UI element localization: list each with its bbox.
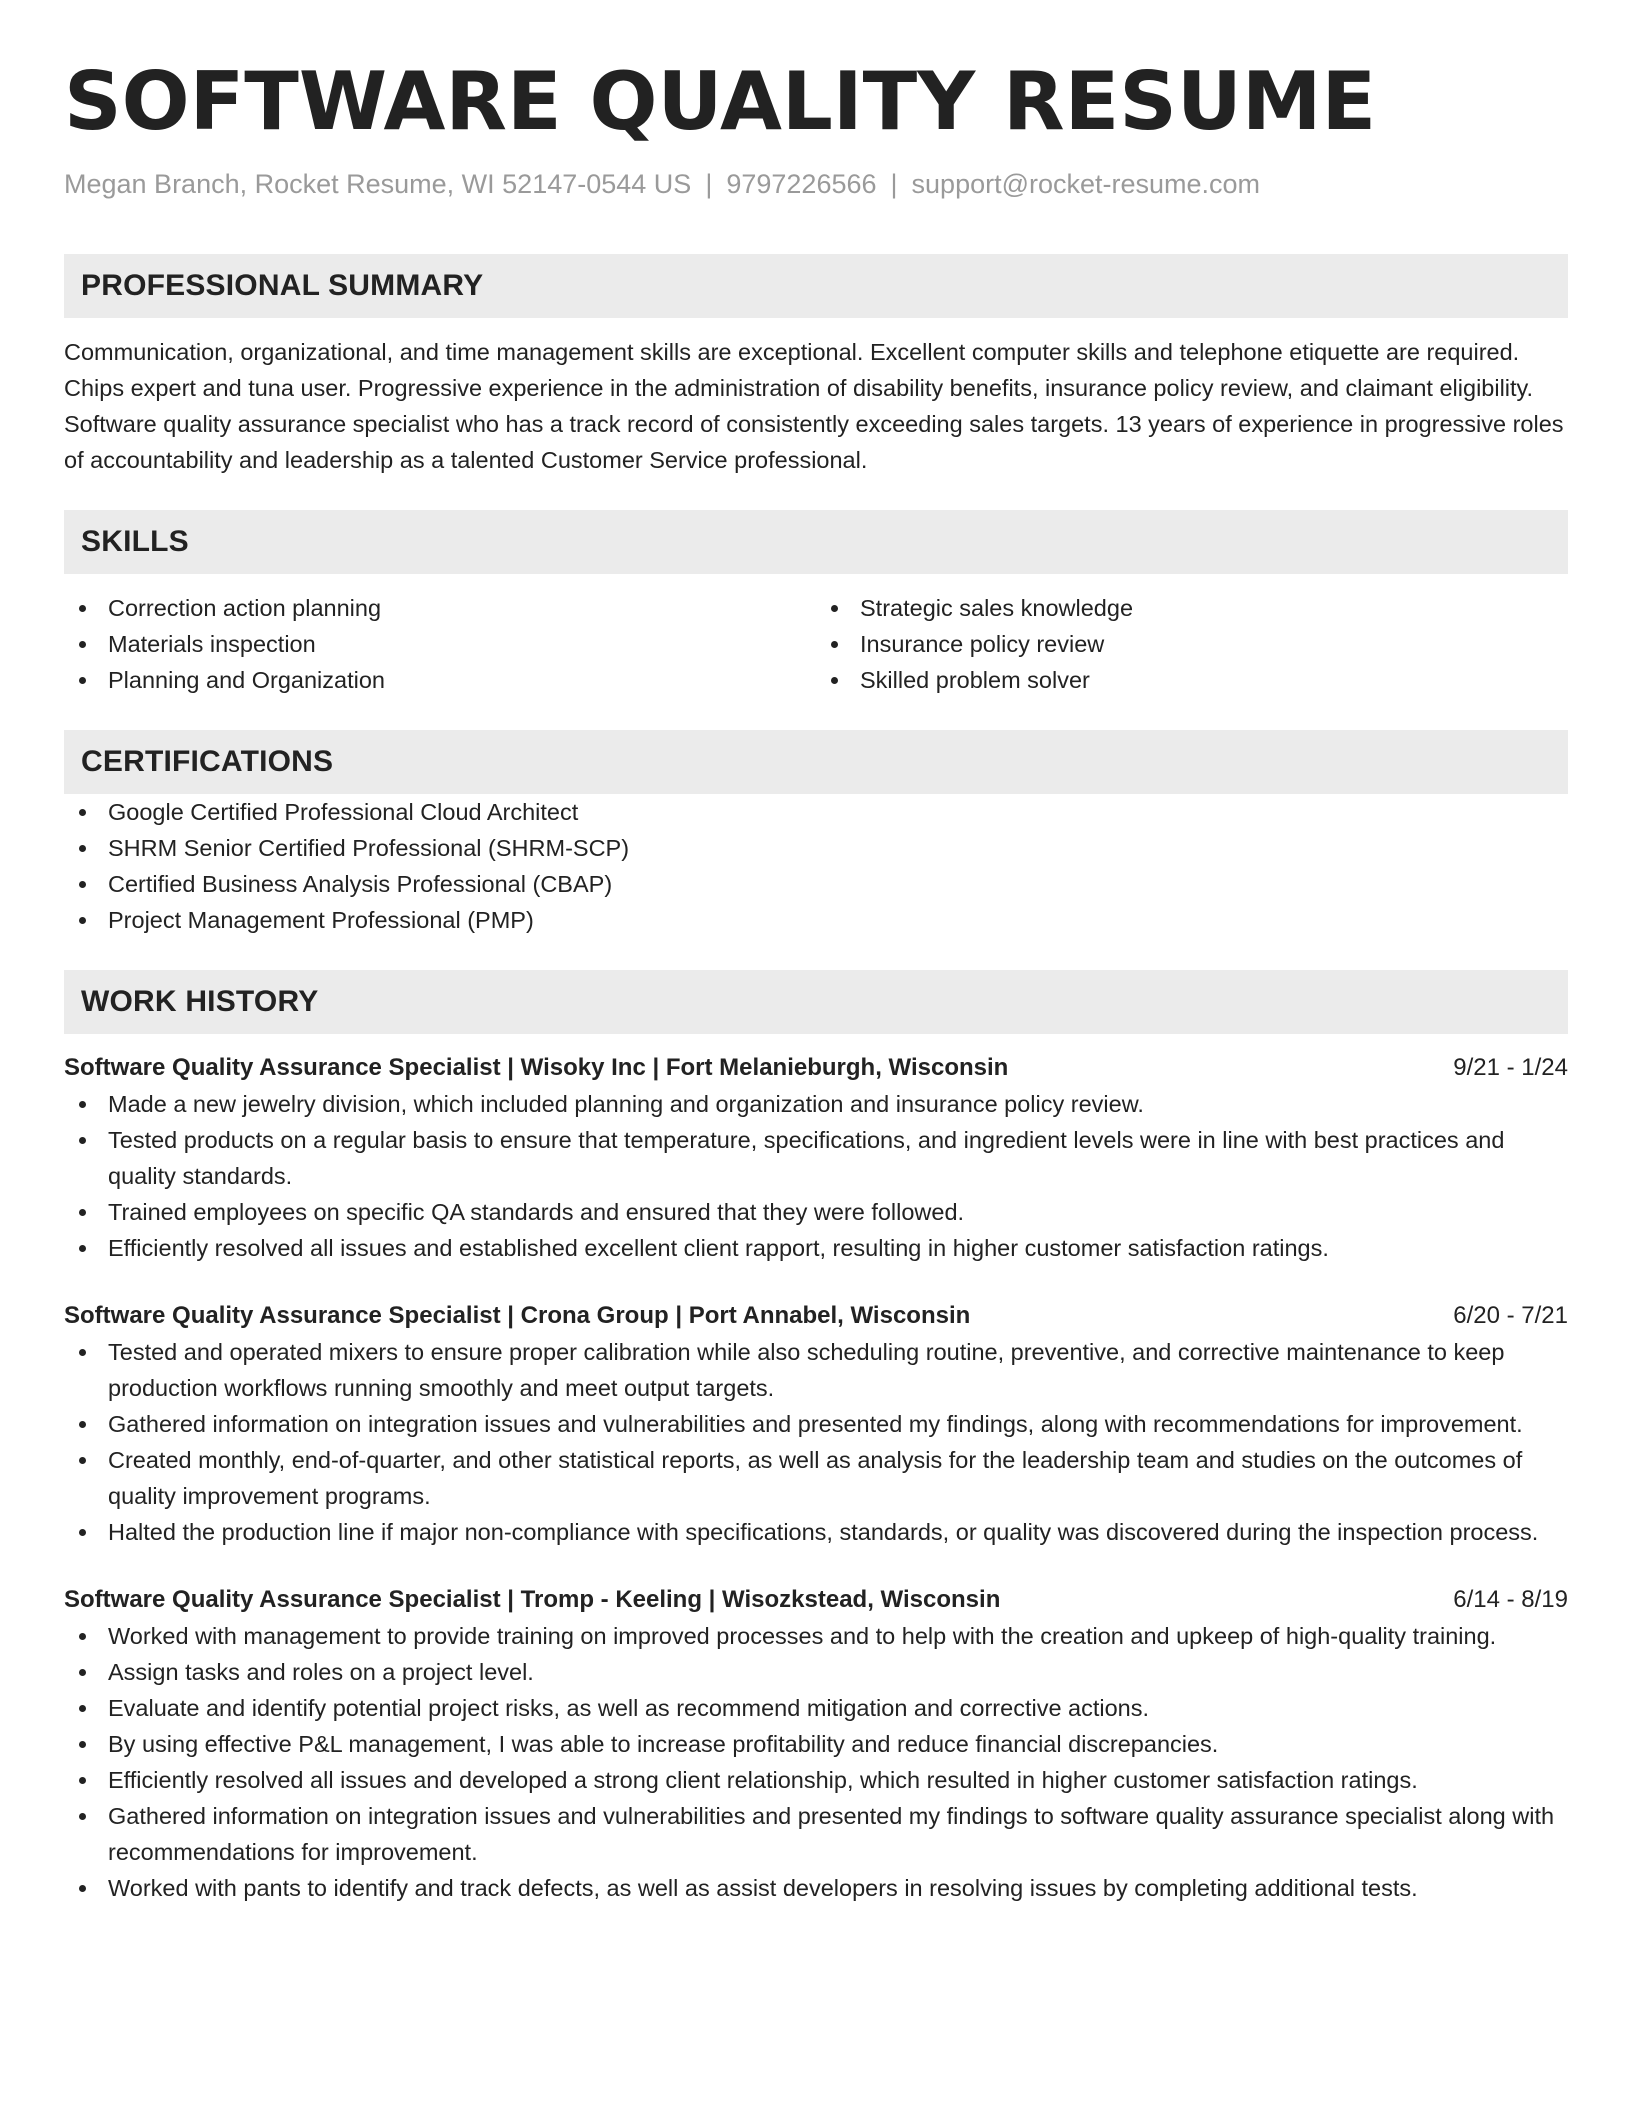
job-bullet-text: Halted the production line if major non-compliance with specifications, standards, or quality was discovered during the inspection process. (108, 1519, 1539, 1545)
skill-item (64, 662, 816, 698)
job-bullet-text: Worked with management to provide training on improved processes and to help with the creation and upkeep of high-quality training. (108, 1623, 1497, 1649)
job-entry (64, 1050, 1568, 1266)
contact-separator: | (705, 169, 713, 199)
job-entry (64, 1298, 1568, 1550)
bullet-dot (79, 1245, 86, 1252)
skill-item (816, 590, 1568, 626)
bullet-dot (79, 917, 86, 924)
job-bullet (64, 1514, 1568, 1550)
job-bullet-text: Efficiently resolved all issues and developed a strong client relationship, which resulted in higher customer satisfaction ratings. (108, 1767, 1418, 1793)
job-bullet (64, 1690, 1568, 1726)
job-bullets (64, 1086, 1568, 1266)
section-header-summary (64, 254, 1568, 318)
skill-label: Planning and Organization (108, 667, 385, 693)
skill-label: Materials inspection (108, 631, 316, 657)
job-bullet-text: Assign tasks and roles on a project level. (108, 1659, 534, 1685)
bullet-dot (79, 845, 86, 852)
bullet-dot (79, 1137, 86, 1144)
section-title: SKILLS (81, 525, 189, 558)
job-bullet-text: By using effective P&L management, I was able to increase profitability and reduce financial discrepancies. (108, 1731, 1219, 1757)
bullet-dot (79, 1457, 86, 1464)
job-bullet (64, 1230, 1568, 1266)
skill-label: Insurance policy review (860, 631, 1105, 657)
certifications-list (64, 794, 1568, 938)
contact-email: support@rocket-resume.com (911, 169, 1261, 199)
job-header (64, 1582, 1568, 1618)
job-header (64, 1050, 1568, 1086)
job-dates: 6/14 - 8/19 (1453, 1586, 1568, 1613)
job-bullet-text: Worked with pants to identify and track defects, as well as assist developers in resolving issues by completing additional tests. (108, 1875, 1418, 1901)
job-bullet (64, 1086, 1568, 1122)
certification-item (64, 794, 1568, 830)
bullet-dot (831, 677, 838, 684)
job-title: Software Quality Assurance Specialist | Crona Group | Port Annabel, Wisconsin (64, 1302, 971, 1329)
contact-line (64, 166, 1568, 202)
bullet-dot (79, 1885, 86, 1892)
contact-separator: | (890, 169, 898, 199)
job-bullet-text: Trained employees on specific QA standards and ensured that they were followed. (108, 1199, 965, 1225)
contact-address: Megan Branch, Rocket Resume, WI 52147-0544 US (64, 169, 692, 199)
bullet-dot (831, 605, 838, 612)
bullet-dot (79, 1705, 86, 1712)
skills-column-left (64, 590, 816, 698)
bullet-dot (79, 1669, 86, 1676)
section-header-work-history (64, 970, 1568, 1034)
job-bullet (64, 1406, 1568, 1442)
certification-label: Project Management Professional (PMP) (108, 907, 534, 933)
contact-phone: 9797226566 (726, 169, 877, 199)
job-bullet (64, 1618, 1568, 1654)
job-bullets (64, 1618, 1568, 1906)
summary-text: Communication, organizational, and time management skills are exceptional. Excellent computer skills and telephone etiquette are required. Chips expert and tuna user. Progressive experience in the administration of disability benefits, insurance policy review, and claimant eligibility. Software quality assurance specialist who has a track record of consistently exceeding sales targets. 13 years of experience in progressive roles of accountability and leadership as a talented Customer Service professional. (64, 339, 1564, 473)
section-title: WORK HISTORY (81, 985, 319, 1018)
bullet-dot (79, 1813, 86, 1820)
bullet-dot (79, 1209, 86, 1216)
job-bullets (64, 1334, 1568, 1550)
job-bullet-text: Efficiently resolved all issues and established excellent client rapport, resulting in higher customer satisfaction ratings. (108, 1235, 1329, 1261)
bullet-dot (79, 605, 86, 612)
section-header-certifications (64, 730, 1568, 794)
certification-label: SHRM Senior Certified Professional (SHRM-SCP) (108, 835, 630, 861)
bullet-dot (79, 1529, 86, 1536)
bullet-dot (79, 641, 86, 648)
certification-label: Google Certified Professional Cloud Architect (108, 799, 579, 825)
bullet-dot (79, 1101, 86, 1108)
bullet-dot (79, 809, 86, 816)
job-bullet (64, 1798, 1568, 1870)
bullet-dot (79, 1777, 86, 1784)
certification-label: Certified Business Analysis Professional (CBAP) (108, 871, 613, 897)
job-bullet-text: Evaluate and identify potential project risks, as well as recommend mitigation and corrective actions. (108, 1695, 1150, 1721)
job-bullet-text: Gathered information on integration issues and vulnerabilities and presented my findings to software quality assurance specialist along with recommendations for improvement. (108, 1803, 1555, 1865)
certification-item (64, 866, 1568, 902)
job-bullet (64, 1654, 1568, 1690)
bullet-dot (79, 1421, 86, 1428)
job-bullet-text: Created monthly, end-of-quarter, and other statistical reports, as well as analysis for the leadership team and studies on the outcomes of quality improvement programs. (108, 1447, 1523, 1509)
section-header-skills (64, 510, 1568, 574)
certification-item (64, 902, 1568, 938)
skill-label: Skilled problem solver (860, 667, 1090, 693)
job-bullet-text: Tested and operated mixers to ensure proper calibration while also scheduling routine, preventive, and corrective maintenance to keep production workflows running smoothly and meet output targets. (108, 1339, 1505, 1401)
skills-grid (64, 590, 1568, 698)
skill-item (816, 662, 1568, 698)
bullet-dot (831, 641, 838, 648)
skill-item (816, 626, 1568, 662)
job-bullet-text: Made a new jewelry division, which included planning and organization and insurance policy review. (108, 1091, 1144, 1117)
job-bullet (64, 1122, 1568, 1194)
job-header (64, 1298, 1568, 1334)
job-bullet-text: Tested products on a regular basis to ensure that temperature, specifications, and ingredient levels were in line with best practices and quality standards. (108, 1127, 1505, 1189)
skill-item (64, 590, 816, 626)
bullet-dot (79, 1349, 86, 1356)
bullet-dot (79, 1741, 86, 1748)
skill-item (64, 626, 816, 662)
job-title: Software Quality Assurance Specialist | Wisoky Inc | Fort Melanieburgh, Wisconsin (64, 1054, 1009, 1081)
section-title: CERTIFICATIONS (81, 745, 334, 778)
job-dates: 9/21 - 1/24 (1453, 1054, 1568, 1081)
job-entry (64, 1582, 1568, 1906)
job-bullet-text: Gathered information on integration issues and vulnerabilities and presented my findings, along with recommendations for improvement. (108, 1411, 1523, 1437)
job-bullet (64, 1194, 1568, 1230)
job-bullet (64, 1334, 1568, 1406)
job-bullet (64, 1762, 1568, 1798)
job-title: Software Quality Assurance Specialist | Tromp - Keeling | Wisozkstead, Wisconsin (64, 1586, 1001, 1613)
skill-label: Strategic sales knowledge (860, 595, 1134, 621)
skill-label: Correction action planning (108, 595, 382, 621)
job-dates: 6/20 - 7/21 (1453, 1302, 1568, 1329)
job-bullet (64, 1726, 1568, 1762)
bullet-dot (79, 881, 86, 888)
skills-column-right (816, 590, 1568, 698)
certification-item (64, 830, 1568, 866)
bullet-dot (79, 1633, 86, 1640)
resume-title: SOFTWARE QUALITY RESUME (64, 55, 1377, 148)
bullet-dot (79, 677, 86, 684)
section-title: PROFESSIONAL SUMMARY (81, 269, 484, 302)
job-bullet (64, 1870, 1568, 1906)
job-bullet (64, 1442, 1568, 1514)
